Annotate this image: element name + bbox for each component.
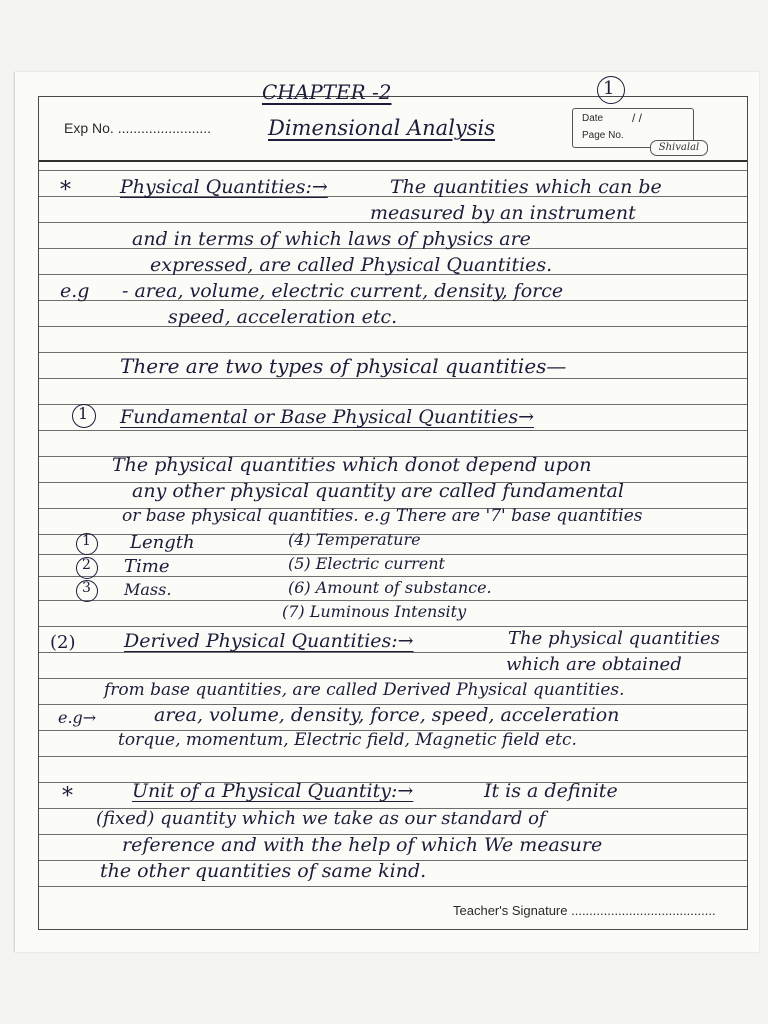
brand-logo: Shivalal (650, 140, 708, 156)
pq-line-2: measured by an instrument (370, 202, 636, 224)
pq-line-1: The quantities which can be (390, 176, 662, 198)
star-bullet: * (62, 784, 73, 809)
fundamental-line-3: or base physical quantities. e.g There are '7' base quantities (122, 506, 643, 526)
derived-line-2: which are obtained (506, 654, 682, 675)
base-quantity-electric-current: (5) Electric current (288, 554, 445, 573)
star-bullet: * (60, 178, 71, 203)
base-quantity-luminous-intensity: (7) Luminous Intensity (282, 602, 467, 621)
page-no-label: Page No. (582, 130, 624, 141)
fundamental-line-1: The physical quantities which donot depend upon (112, 454, 592, 476)
derived-line-3: from base quantities, are called Derived Physical quantities. (104, 680, 625, 700)
derived-line-5: torque, momentum, Electric field, Magnetic field etc. (118, 730, 577, 750)
base-quantity-temperature: (4) Temperature (288, 530, 421, 549)
pq-line-3: and in terms of which laws of physics are (132, 228, 531, 250)
pq-line-5: - area, volume, electric current, density, force (122, 280, 564, 302)
types-line: There are two types of physical quantities— (120, 354, 567, 378)
date-label: Date (582, 113, 604, 124)
derived-eg-label: e.g→ (58, 708, 97, 727)
exp-no-label: Exp No. ........................ (64, 120, 212, 136)
pq-line-4: expressed, are called Physical Quantities. (150, 254, 553, 276)
unit-heading: Unit of a Physical Quantity:→ (132, 780, 414, 802)
fundamental-number: 1 (78, 404, 89, 423)
base-quantity-amount-of-substance: (6) Amount of substance. (288, 578, 492, 597)
derived-line-1: The physical quantities (508, 628, 720, 649)
eg-label: e.g (60, 280, 90, 302)
base-quantity-length: Length (130, 532, 195, 553)
physical-quantities-heading: Physical Quantities:→ (120, 176, 328, 198)
pq-line-6: speed, acceleration etc. (168, 306, 398, 328)
teacher-signature-label: Teacher's Signature ........................................ (453, 903, 716, 918)
fundamental-line-2: any other physical quantity are called fundamental (132, 480, 624, 502)
base-quantity-time: Time (124, 556, 170, 577)
page-number-marker: 1 (603, 78, 615, 99)
derived-number: (2) (50, 632, 76, 653)
base-num-1: 1 (82, 533, 91, 549)
base-quantity-mass: Mass. (124, 580, 172, 599)
derived-line-4: area, volume, density, force, speed, acceleration (154, 704, 620, 726)
derived-heading: Derived Physical Quantities:→ (124, 630, 414, 652)
base-num-2: 2 (82, 557, 91, 573)
date-slashes: / / (632, 111, 643, 125)
page-title: Dimensional Analysis (268, 116, 496, 140)
unit-line-3: reference and with the help of which We measure (122, 834, 603, 856)
base-num-3: 3 (82, 580, 91, 596)
unit-line-2: (fixed) quantity which we take as our standard of (96, 808, 546, 829)
unit-line-1: It is a definite (484, 780, 618, 802)
unit-line-4: the other quantities of same kind. (100, 860, 427, 882)
chapter-title: CHAPTER -2 (262, 80, 392, 104)
fundamental-heading: Fundamental or Base Physical Quantities→ (120, 406, 534, 428)
